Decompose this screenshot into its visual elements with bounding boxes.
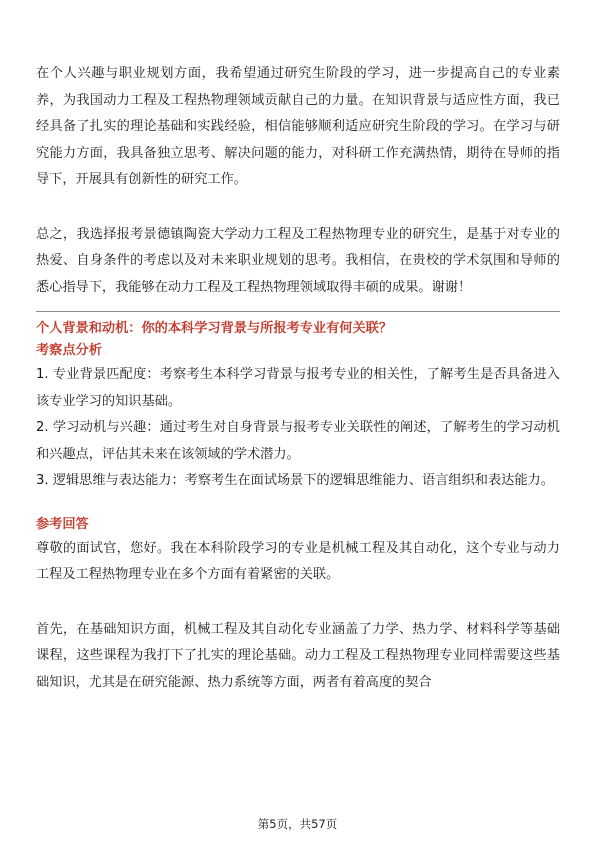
section-gap bbox=[36, 495, 560, 514]
answer-paragraph-2: 首先，在基础知识方面，机械工程及其自动化专业涵盖了力学、热力学、材料科学等基础课程，这些课程为我打下了扎实的理论基础。动力工程及工程热物理专业同样需要这些基础知识，尤其是在研究能源、热力系统等方面，两者有着高度的契合 bbox=[36, 621, 560, 690]
question-title: 个人背景和动机：你的本科学习背景与所报考专业有何关联？ bbox=[36, 321, 393, 336]
answer-paragraph-1: 尊敬的面试官，您好。我在本科阶段学习的专业是机械工程及其自动化，这个专业与动力工程及工程热物理专业在多个方面有着紧密的关联。 bbox=[36, 540, 560, 582]
section-divider bbox=[36, 311, 560, 312]
analysis-item-2: 2. 学习动机与兴趣：通过考生对自身背景与报考专业关联性的阐述，了解考生的学习动机和兴趣点，评估其未来在该领域的学术潜力。 bbox=[36, 420, 560, 462]
paragraph-gap bbox=[36, 194, 560, 222]
paragraph-gap bbox=[36, 589, 560, 617]
analysis-item-3: 3. 逻辑思维与表达能力：考察考生在面试场景下的逻辑思维能力、语言组织和表达能力。 bbox=[36, 473, 554, 488]
page-number: 第5页，共57页 bbox=[257, 817, 338, 831]
answer-heading: 参考回答 bbox=[36, 516, 89, 532]
analysis-heading: 考察点分析 bbox=[36, 343, 102, 358]
document-body bbox=[36, 61, 560, 696]
intro-paragraph-1: 在个人兴趣与职业规划方面，我希望通过研究生阶段的学习，进一步提高自己的专业素养，为我国动力工程及工程热物理领域贡献自己的力量。在知识背景与适应性方面，我已经具备了扎实的理论基础和实践经验，相信能够顺利适应研究生阶段的学习。在学习与研究能力方面，我具备独立思考、解决问题的能力，对科研工作充满热情，期待在导师的指导下，开展具有创新性的研究工作。 bbox=[36, 66, 560, 187]
analysis-item-1: 1. 专业背景匹配度：考察考生本科学习背景与报考专业的相关性，了解考生是否具备进入该专业学习的知识基础。 bbox=[36, 367, 560, 409]
intro-paragraph-2: 总之，我选择报考景德镇陶瓷大学动力工程及工程热物理专业的研究生，是基于对专业的热爱、自身条件的考虑以及对未来职业规划的思考。我相信，在贵校的学术氛围和导师的悉心指导下，我能够在动力工程及工程热物理领域取得丰硕的成果。谢谢！ bbox=[36, 226, 560, 295]
